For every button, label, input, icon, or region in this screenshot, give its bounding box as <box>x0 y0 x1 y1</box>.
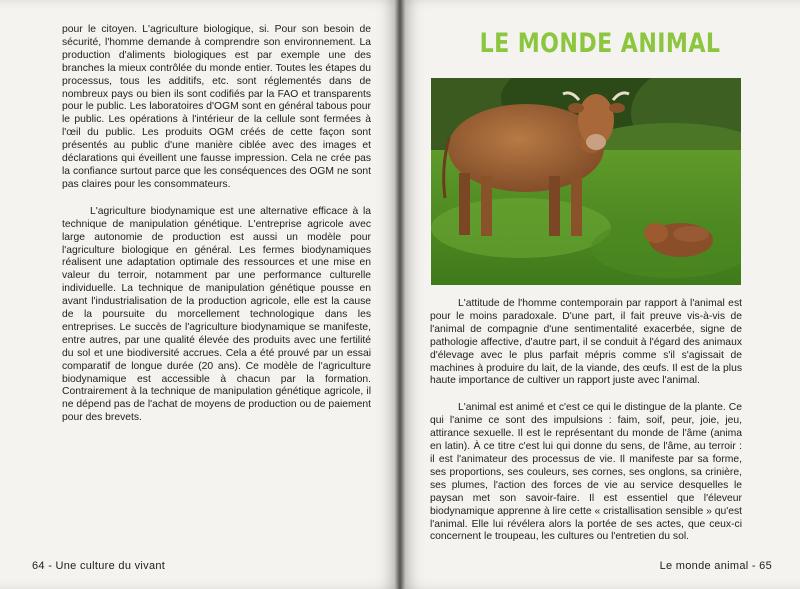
left-page-body <box>62 24 371 425</box>
page-title: LE MONDE ANIMAL <box>479 28 721 59</box>
right-paragraph-2: L'animal est animé et c'est ce qui le distingue de la plante. Ce qui l'anime ce sont des impulsions : faim, soif, peur, joie, jeu, attirance sexuelle. Il est le représentant du monde de l'âme (anima en latin). À ce titre c'est lui qui donne du sens, de l'âme, au terroir : il est l'animateur des processus de vie. Il manifeste par sa forme, ses proportions, ses couleurs, ses cornes, ses onglons, sa crinière, ses plumes, l'action des forces de vie au service desquelles le paysan met son savoir-faire. Il est essentiel que l'éleveur biodynamique apprenne à lire cette « cristallisation sensible » qu'est l'animal. Elle lui révélera alors la portée de ses actes, que ceux-ci concernent le troupeau, les cultures ou l'entretien du sol. <box>430 402 742 543</box>
right-page-footer: Le monde animal - 65 <box>659 560 772 572</box>
book-gutter <box>395 0 405 589</box>
right-page-body <box>430 298 742 544</box>
cow-and-calf-photo <box>431 78 741 285</box>
right-paragraph-1: L'attitude de l'homme contemporain par rapport à l'animal est pour le moins paradoxale. D'une part, il fait preuve vis-à-vis de l'animal de compagnie d'une sentimentalité exacerbée, signe de pathologie affective, d'autre part, il se conduit à l'égard des animaux d'élevage avec le plus parfait mépris comme s'il s'agissait de machines à produire du lait, de la viande, des œufs. Il est de la plus haute importance de cultiver un rapport juste avec l'animal. <box>430 298 742 387</box>
cow-photo-illustration <box>431 78 741 285</box>
left-paragraph-2: L'agriculture biodynamique est une alternative efficace à la technique de manipulation génétique. L'entreprise agricole avec large autonomie de production est aussi un modèle pour l'agriculture biologique en général. Les fermes biodynamiques réalisent une adaptation optimale des ressources et une mise en valeur du terroir, notamment par une performance culturelle individuelle. La technique de manipulation génétique pousse en avant l'industrialisation de la production agricole, elle est la cause de la poursuite du morcellement technologique dans les entreprises. Le succès de l'agriculture biodynamique se manifeste, entre autres, par une qualité élevée des produits avec une fertilité du sol et une biodiversité accrues. Cela a été prouvé par un essai comparatif de longue durée (20 ans). Ce modèle de l'agriculture biodynamique est accessible à chacun par la formation. Contrairement à la technique de manipulation génétique agricole, il ne dépend pas de l'achat de moyens de production ou de paiement pour des brevets. <box>62 205 371 424</box>
left-paragraph-1: pour le citoyen. L'agriculture biologique, si. Pour son besoin de sécurité, l'homme demande à comprendre son environnement. La production d'aliments biologiques est par exemple une des branches la mieux contrôlée du monde entier. Toutes les étapes du processus, tous les additifs, etc. sont réglementés dans de nombreux pays ou bien ils sont codifiés par la FAO et transparents pour le public. Les laboratoires d'OGM sont en général tabous pour le public. Les opérations à l'intérieur de la cellule sont fermées à l'œil du public. Les produits OGM créés de cette façon sont présentés au public d'une manière ciblée avec des images et déclarations qui éveillent une fausse impression. Cela ne crée pas la confiance surtout parce que les conséquences des OGM ne sont pas claires pour les consommateurs. <box>62 24 371 190</box>
left-page-footer: 64 - Une culture du vivant <box>32 560 166 572</box>
